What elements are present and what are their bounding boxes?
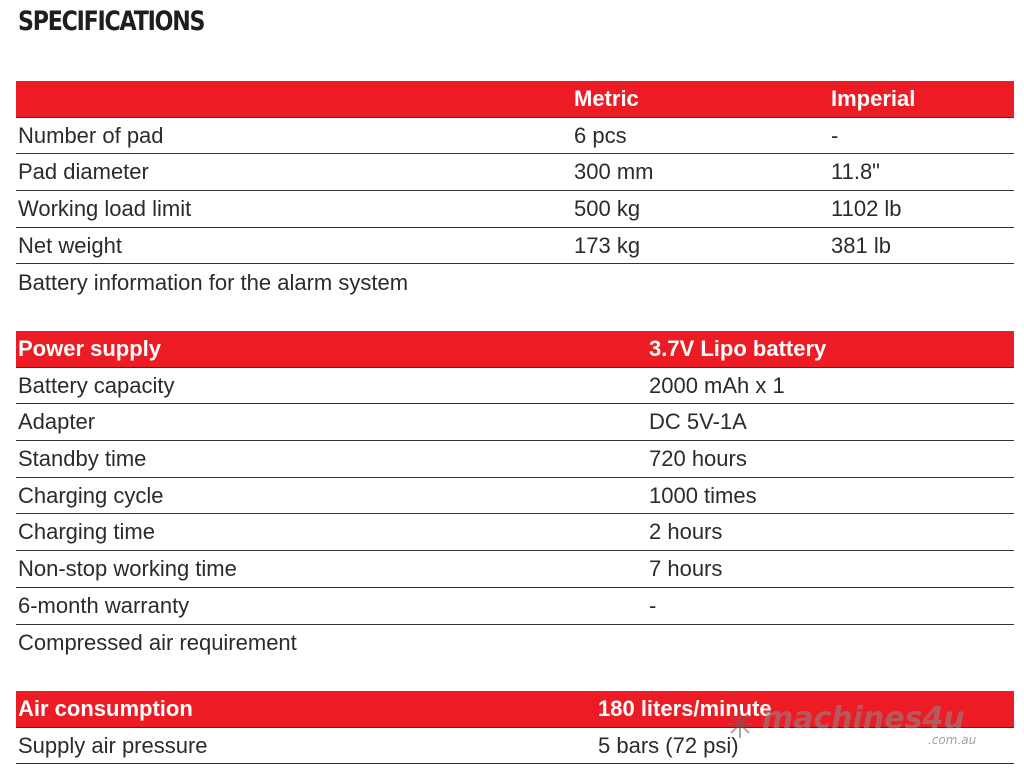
table-row	[16, 514, 1014, 551]
row-metric-value: 300 mm	[574, 159, 654, 185]
row-label: Standby time	[18, 446, 147, 472]
table-row	[16, 118, 1014, 155]
header-cell-metric: Metric	[574, 86, 639, 111]
row-label: Number of pad	[18, 122, 164, 148]
row-value: 2000 mAh x 1	[649, 372, 785, 398]
row-imperial-value: 11.8"	[831, 159, 880, 185]
table-row	[16, 441, 1014, 478]
row-label: Battery capacity	[18, 372, 175, 398]
header-cell-value: 3.7V Lipo battery	[649, 336, 827, 361]
header-cell-imperial: Imperial	[831, 86, 916, 111]
row-metric-value: 173 kg	[574, 232, 641, 258]
row-value: -	[649, 592, 657, 618]
row-value: 7 hours	[649, 556, 723, 582]
row-label: 6-month warranty	[18, 592, 190, 618]
row-metric-value: 6 pcs	[574, 122, 627, 148]
row-label: Supply air pressure	[18, 732, 208, 758]
row-value: DC 5V-1A	[649, 409, 747, 435]
specs-table	[16, 81, 1014, 264]
table-row	[16, 154, 1014, 191]
row-value: 5 bars (72 psi)	[598, 732, 739, 758]
header-cell-value: 180 liters/minute	[598, 696, 772, 721]
row-metric-value: 500 kg	[574, 196, 641, 222]
row-label: Pad diameter	[18, 159, 149, 185]
battery-table	[16, 331, 1014, 625]
table-row	[16, 478, 1014, 515]
table-row	[16, 404, 1014, 441]
row-label: Net weight	[18, 232, 122, 258]
air-table	[16, 691, 1014, 764]
header-cell: Power supply	[18, 336, 162, 361]
row-value: 720 hours	[649, 446, 747, 472]
row-label: Non-stop working time	[18, 556, 237, 582]
watermark-domain: .com.au	[928, 733, 977, 747]
table-header-row	[16, 81, 1014, 118]
row-imperial-value: -	[831, 122, 839, 148]
row-label: Charging time	[18, 519, 155, 545]
table-row	[16, 728, 1014, 765]
table-row	[16, 368, 1014, 405]
table-row	[16, 551, 1014, 588]
row-label: Adapter	[18, 409, 96, 435]
row-imperial-value: 381 lb	[831, 232, 891, 258]
table-header-row	[16, 331, 1014, 368]
table-row	[16, 191, 1014, 228]
table-header-row	[16, 691, 1014, 728]
watermark-brand: machines4u	[762, 701, 965, 736]
row-label: Working load limit	[18, 196, 192, 222]
table-row	[16, 588, 1014, 625]
row-value: 1000 times	[649, 482, 757, 508]
row-value: 2 hours	[649, 519, 723, 545]
table-row	[16, 228, 1014, 265]
page-title: SPECIFICATIONS	[18, 6, 205, 37]
row-label: Charging cycle	[18, 482, 164, 508]
section-note-battery: Battery information for the alarm system	[18, 270, 409, 295]
section-note-air: Compressed air requirement	[18, 630, 297, 655]
row-imperial-value: 1102 lb	[831, 196, 902, 222]
header-cell: Air consumption	[18, 696, 193, 721]
